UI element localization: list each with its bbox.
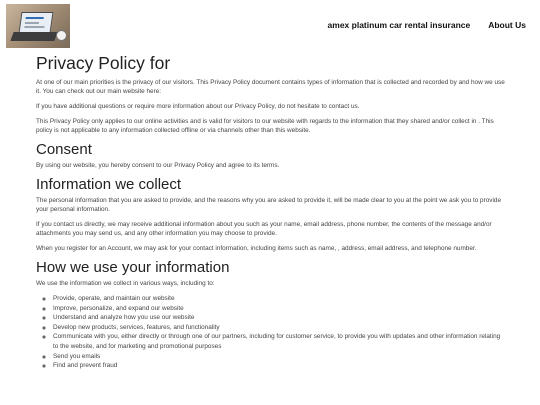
laptop-keyboard-icon (10, 32, 57, 41)
collect-paragraph-3: When you register for an Account, we may ask for your contact information, including items such as name, , address, email address, and telephone number. (36, 245, 477, 252)
consent-heading: Consent (36, 141, 92, 158)
how-we-use-intro: We use the information we collect in various ways, including to: (36, 280, 215, 287)
list-item: ◦ Communicate with you, either directly or through one of our partners, including for customer service, to provide you with updates and other information relating to the website, and for marketing and promotional purposes (53, 332, 506, 351)
nav-link-about-us[interactable]: About Us (488, 20, 526, 30)
main-nav (328, 20, 526, 30)
list-item: ◦ Find and prevent fraud (53, 361, 506, 371)
list-item: ◦ Develop new products, services, features, and functionality (53, 323, 506, 333)
laptop-icon (19, 12, 54, 33)
privacy-policy-content (36, 53, 506, 371)
nav-link-amex-platinum-car-rental-insurance[interactable]: amex platinum car rental insurance (327, 20, 471, 30)
site-logo[interactable] (6, 4, 70, 48)
how-we-use-heading: How we use your information (36, 259, 230, 276)
site-header (0, 0, 540, 50)
page-title: Privacy Policy for (36, 53, 171, 73)
intro-paragraph-2: If you have additional questions or require more information about our Privacy Policy, do not hesitate to contact us. (36, 103, 360, 110)
collect-paragraph-2: If you contact us directly, we may receive additional information about you such as your name, email address, phone number, the contents of the message and/or attachments you may send us, and any other information you may choose to provide. (36, 221, 492, 237)
list-item: ◦ Send you emails (53, 352, 506, 362)
coffee-cup-icon (56, 30, 67, 41)
usage-list (36, 294, 506, 371)
information-collect-heading: Information we collect (36, 176, 182, 193)
intro-paragraph-3: This Privacy Policy only applies to our online activities and is valid for visitors to our website with regards to the information that they shared and/or collect in . This policy is not applicable to any information collected offline or via channels other than this website. (36, 118, 494, 134)
consent-text: By using our website, you hereby consent to our Privacy Policy and agree to its terms. (36, 162, 280, 169)
list-item: ◦ Provide, operate, and maintain our website (53, 294, 506, 304)
intro-paragraph-1: At one of our main priorities is the privacy of our visitors. This Privacy Policy document contains types of information that is collected and recorded by and how we use it. You can check out our main website here: (36, 79, 505, 95)
list-item: ◦ Improve, personalize, and expand our website (53, 304, 506, 314)
list-item: ◦ Understand and analyze how you use our website (53, 313, 506, 323)
collect-paragraph-1: The personal information that you are asked to provide, and the reasons why you are asked to provide it, will be made clear to you at the point we ask you to provide your personal information. (36, 197, 502, 213)
